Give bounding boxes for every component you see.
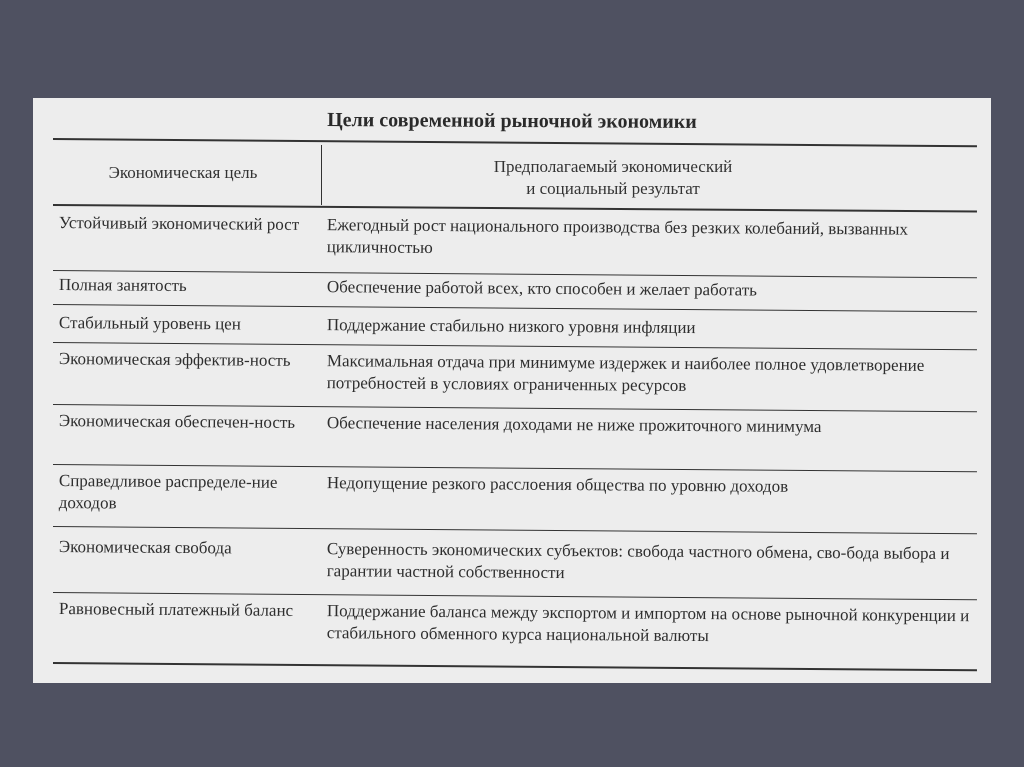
header-rule (53, 204, 977, 212)
table-row (53, 312, 977, 338)
result-cell: Обеспечение населения доходами не ниже прожиточного минимума (326, 413, 822, 437)
result-cell: Суверенность экономических субъектов: свобода частного обмена, сво-бода выбора и гарантии частной собственности (326, 539, 950, 583)
top-rule (53, 138, 977, 147)
table-row (53, 212, 977, 257)
result-cell: Поддержание стабильно низкого уровня инфляции (326, 315, 696, 338)
header-goal: Экономическая цель (108, 163, 258, 182)
row-divider (53, 526, 977, 534)
goal-cell: Устойчивый экономический рост (58, 213, 300, 234)
table-row (53, 536, 977, 583)
bottom-rule (53, 662, 977, 671)
header-result-line1: Предполагаемый экономический (493, 157, 733, 176)
goal-cell: Экономическая эффектив-ность (58, 349, 291, 370)
result-cell: Поддержание баланса между экспортом и импортом на основе рыночной конкуренции и стабильного обменного курса национальной валюты (326, 601, 970, 646)
goal-cell: Экономическая обеспечен-ность (58, 411, 296, 432)
result-cell: Недопущение резкого расслоения общества по уровню доходов (326, 473, 789, 496)
header-result-line2: и социальный результат (526, 179, 700, 198)
goal-cell: Стабильный уровень цен (58, 313, 241, 334)
table-title: Цели современной рыночной экономики (327, 109, 697, 133)
scanned-table-image (33, 98, 991, 683)
row-divider (53, 304, 977, 312)
table-row (53, 274, 977, 300)
goal-cell: Полная занятость (58, 275, 187, 296)
goal-cell: Равновесный платежный баланс (58, 599, 294, 620)
result-cell: Ежегодный рост национального производства без резких колебаний, вызванных цикличностью (326, 215, 908, 257)
result-cell: Обеспечение работой всех, кто способен и желает работать (326, 277, 758, 300)
goal-cell: Справедливое распределе-ние доходов (58, 471, 278, 513)
result-cell: Максимальная отдача при минимуме издержек и наиболее полное удовлетворение потребностей в условиях ограниченных ресурсов (326, 351, 925, 395)
header-result (333, 156, 893, 200)
goal-cell: Экономическая свобода (58, 537, 232, 558)
header-separator (321, 145, 322, 205)
